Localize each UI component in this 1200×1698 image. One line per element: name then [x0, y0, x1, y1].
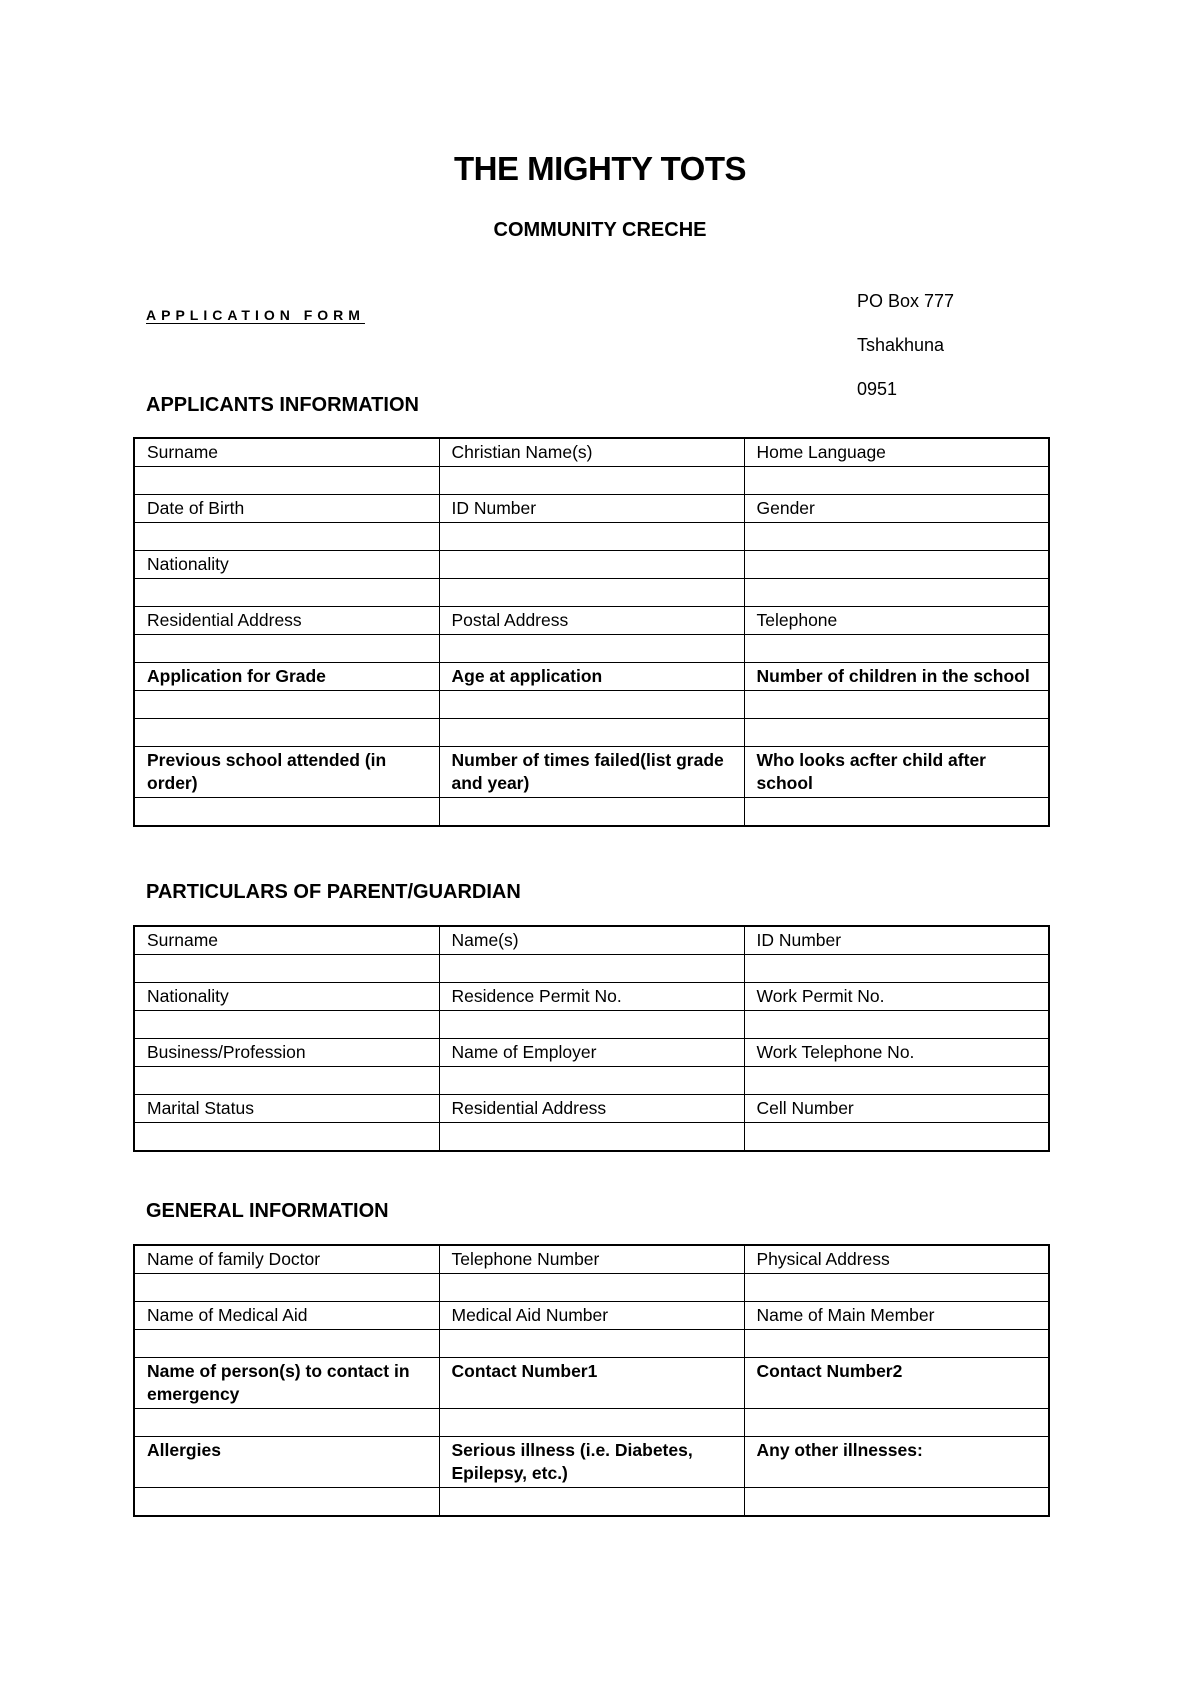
field-label: Previous school attended (in order) — [134, 747, 439, 798]
field-label: Contact Number1 — [439, 1358, 744, 1409]
table-row — [134, 1330, 1049, 1358]
input-cell-emergency-contact[interactable] — [134, 1409, 439, 1437]
input-cell-grade-extra[interactable] — [134, 719, 439, 747]
input-cell-serious-illness[interactable] — [439, 1488, 744, 1517]
postal-address-block — [857, 290, 954, 422]
input-cell-age-extra[interactable] — [439, 719, 744, 747]
input-cell-date-of-birth[interactable] — [134, 523, 439, 551]
table-row — [134, 719, 1049, 747]
input-cell-other-illnesses[interactable] — [744, 1488, 1049, 1517]
section-heading-applicants: APPLICANTS INFORMATION — [146, 394, 419, 416]
table-row — [134, 1274, 1049, 1302]
input-cell-residence-permit[interactable] — [439, 1011, 744, 1039]
field-label: Work Telephone No. — [744, 1039, 1049, 1067]
input-cell-empty[interactable] — [744, 579, 1049, 607]
table-row — [134, 551, 1049, 579]
table-row — [134, 955, 1049, 983]
input-cell-parent-surname[interactable] — [134, 955, 439, 983]
input-cell-medical-aid-number[interactable] — [439, 1330, 744, 1358]
table-row — [134, 926, 1049, 955]
general-table — [133, 1244, 1050, 1517]
input-cell-grade[interactable] — [134, 691, 439, 719]
field-label: Postal Address — [439, 607, 744, 635]
input-cell-christian-names[interactable] — [439, 467, 744, 495]
input-cell-parent-residential-address[interactable] — [439, 1123, 744, 1152]
field-label: Christian Name(s) — [439, 438, 744, 467]
input-cell-work-telephone[interactable] — [744, 1067, 1049, 1095]
table-row — [134, 1302, 1049, 1330]
input-cell-surname[interactable] — [134, 467, 439, 495]
field-label — [744, 551, 1049, 579]
field-label: Name of family Doctor — [134, 1245, 439, 1274]
input-cell-physical-address[interactable] — [744, 1274, 1049, 1302]
input-cell-family-doctor[interactable] — [134, 1274, 439, 1302]
field-label: Nationality — [134, 983, 439, 1011]
field-label: Name of person(s) to contact in emergency — [134, 1358, 439, 1409]
input-cell-empty[interactable] — [439, 579, 744, 607]
address-line-po-box: PO Box 777 — [857, 291, 955, 311]
input-cell-home-language[interactable] — [744, 467, 1049, 495]
input-cell-work-permit[interactable] — [744, 1011, 1049, 1039]
field-label: Work Permit No. — [744, 983, 1049, 1011]
table-row — [134, 438, 1049, 467]
field-label: ID Number — [744, 926, 1049, 955]
table-row — [134, 747, 1049, 798]
input-cell-residential-address[interactable] — [134, 635, 439, 663]
input-cell-gender[interactable] — [744, 523, 1049, 551]
applicants-table — [133, 437, 1050, 827]
field-label: Physical Address — [744, 1245, 1049, 1274]
field-label: Business/Profession — [134, 1039, 439, 1067]
input-cell-age[interactable] — [439, 691, 744, 719]
section-heading-parent: PARTICULARS OF PARENT/GUARDIAN — [146, 881, 521, 903]
section-heading-general: GENERAL INFORMATION — [146, 1200, 389, 1222]
table-row — [134, 1123, 1049, 1152]
input-cell-contact-number-1[interactable] — [439, 1409, 744, 1437]
table-row — [134, 691, 1049, 719]
input-cell-parent-id[interactable] — [744, 955, 1049, 983]
field-label: Name of Medical Aid — [134, 1302, 439, 1330]
field-label: Medical Aid Number — [439, 1302, 744, 1330]
table-row — [134, 1039, 1049, 1067]
field-label: Who looks acfter child after school — [744, 747, 1049, 798]
field-label: ID Number — [439, 495, 744, 523]
table-row — [134, 1245, 1049, 1274]
field-label: Surname — [134, 438, 439, 467]
field-label: Home Language — [744, 438, 1049, 467]
input-cell-allergies[interactable] — [134, 1488, 439, 1517]
field-label: Any other illnesses: — [744, 1437, 1049, 1488]
table-row — [134, 1011, 1049, 1039]
input-cell-marital-status[interactable] — [134, 1123, 439, 1152]
input-cell-after-school-care[interactable] — [744, 798, 1049, 827]
field-label: Contact Number2 — [744, 1358, 1049, 1409]
field-label: Nationality — [134, 551, 439, 579]
field-label: Name of Main Member — [744, 1302, 1049, 1330]
table-row — [134, 1409, 1049, 1437]
field-label: Allergies — [134, 1437, 439, 1488]
field-label: Name(s) — [439, 926, 744, 955]
field-label: Serious illness (i.e. Diabetes, Epilepsy, etc.) — [439, 1437, 744, 1488]
field-label — [439, 551, 744, 579]
field-label: Number of children in the school — [744, 663, 1049, 691]
parent-table — [133, 925, 1050, 1152]
field-label: Residential Address — [134, 607, 439, 635]
input-cell-doctor-telephone[interactable] — [439, 1274, 744, 1302]
input-cell-id-number[interactable] — [439, 523, 744, 551]
input-cell-children-extra[interactable] — [744, 719, 1049, 747]
table-row — [134, 983, 1049, 1011]
input-cell-parent-names[interactable] — [439, 955, 744, 983]
input-cell-nationality[interactable] — [134, 579, 439, 607]
field-label: Residence Permit No. — [439, 983, 744, 1011]
input-cell-times-failed[interactable] — [439, 798, 744, 827]
application-form-label: APPLICATION FORM — [146, 307, 365, 323]
input-cell-postal-address[interactable] — [439, 635, 744, 663]
table-row — [134, 523, 1049, 551]
field-label: Telephone Number — [439, 1245, 744, 1274]
table-row — [134, 467, 1049, 495]
field-label: Surname — [134, 926, 439, 955]
document-title: THE MIGHTY TOTS — [454, 150, 746, 187]
table-row — [134, 635, 1049, 663]
table-row — [134, 1358, 1049, 1409]
input-cell-medical-aid[interactable] — [134, 1330, 439, 1358]
input-cell-main-member[interactable] — [744, 1330, 1049, 1358]
field-label: Date of Birth — [134, 495, 439, 523]
input-cell-children-count[interactable] — [744, 691, 1049, 719]
field-label: Residential Address — [439, 1095, 744, 1123]
field-label: Telephone — [744, 607, 1049, 635]
table-row — [134, 1488, 1049, 1517]
address-line-code: 0951 — [857, 379, 898, 399]
field-label: Age at application — [439, 663, 744, 691]
address-line-town: Tshakhuna — [857, 335, 945, 355]
table-row — [134, 1095, 1049, 1123]
field-label: Application for Grade — [134, 663, 439, 691]
table-row — [134, 1067, 1049, 1095]
field-label: Number of times failed(list grade and year) — [439, 747, 744, 798]
input-cell-telephone[interactable] — [744, 635, 1049, 663]
input-cell-profession[interactable] — [134, 1067, 439, 1095]
document-subtitle: COMMUNITY CRECHE — [493, 219, 707, 241]
table-row — [134, 1437, 1049, 1488]
table-row — [134, 495, 1049, 523]
input-cell-parent-nationality[interactable] — [134, 1011, 439, 1039]
input-cell-previous-school[interactable] — [134, 798, 439, 827]
table-row — [134, 607, 1049, 635]
table-row — [134, 663, 1049, 691]
input-cell-cell-number[interactable] — [744, 1123, 1049, 1152]
field-label: Name of Employer — [439, 1039, 744, 1067]
table-row — [134, 579, 1049, 607]
field-label: Gender — [744, 495, 1049, 523]
input-cell-contact-number-2[interactable] — [744, 1409, 1049, 1437]
field-label: Cell Number — [744, 1095, 1049, 1123]
field-label: Marital Status — [134, 1095, 439, 1123]
input-cell-employer[interactable] — [439, 1067, 744, 1095]
table-row — [134, 798, 1049, 827]
